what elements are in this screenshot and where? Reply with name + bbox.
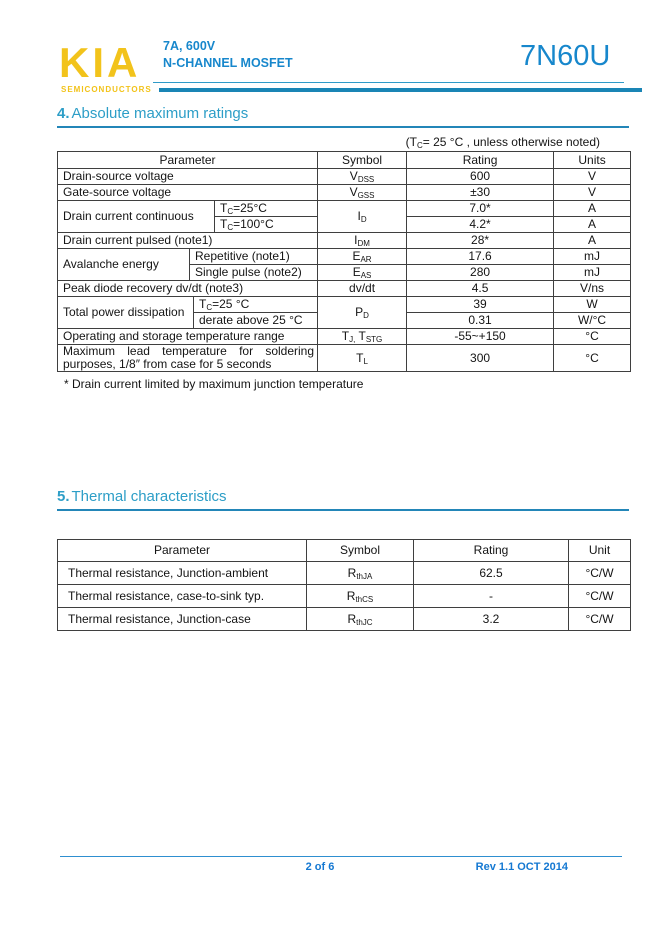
- table-cell: Thermal resistance, Junction-ambient: [58, 562, 307, 585]
- table-row: [58, 297, 631, 313]
- table-cell: ±30: [407, 185, 554, 201]
- table-row: [58, 201, 631, 217]
- table-cell: Thermal resistance, Junction-case: [58, 608, 307, 631]
- table-cell: $T_L$: [318, 345, 407, 372]
- device-title-block: [163, 38, 293, 72]
- table-cell: Avalanche energy: [58, 249, 190, 281]
- column-header: Symbol: [318, 152, 407, 169]
- table-cell: $R_{thJA}$: [307, 562, 414, 585]
- table-cell: Single pulse (note2): [190, 265, 318, 281]
- table-cell: $T_C=25$ °C: [194, 297, 318, 313]
- kia-logo: KIA: [59, 39, 141, 86]
- table-row: [58, 608, 631, 631]
- table-cell: V: [554, 169, 631, 185]
- table-cell: 600: [407, 169, 554, 185]
- revision-label: Rev 1.1 OCT 2014: [475, 861, 568, 873]
- table-header-row: [58, 540, 631, 562]
- device-type: N-CHANNEL MOSFET: [163, 56, 293, 70]
- table-cell: $E_{AR}$: [318, 249, 407, 265]
- table-cell: Total power dissipation: [58, 297, 194, 329]
- section-4-number: 4.: [57, 105, 70, 122]
- table-cell: $R_{thJC}$: [307, 608, 414, 631]
- table-cell: derate above 25 °C: [194, 313, 318, 329]
- table-cell: 17.6: [407, 249, 554, 265]
- column-header: Units: [554, 152, 631, 169]
- table-cell: Operating and storage temperature range: [58, 329, 318, 345]
- table-cell: A: [554, 233, 631, 249]
- column-header: Rating: [407, 152, 554, 169]
- kia-logo-subtext: SEMICONDUCTORS: [61, 85, 152, 94]
- device-rating: 7A, 600V: [163, 39, 216, 53]
- table-cell: mJ: [554, 249, 631, 265]
- table-cell: Drain-source voltage: [58, 169, 318, 185]
- table-cell: Peak diode recovery dv/dt (note3): [58, 281, 318, 297]
- table-cell: 4.2*: [407, 217, 554, 233]
- table-cell: 7.0*: [407, 201, 554, 217]
- table-cell: 3.2: [414, 608, 569, 631]
- table-cell: $E_{AS}$: [318, 265, 407, 281]
- column-header: Rating: [414, 540, 569, 562]
- table-cell: $V_{GSS}$: [318, 185, 407, 201]
- section-5-heading: [57, 488, 629, 511]
- table-cell: °C: [554, 329, 631, 345]
- table-cell: 62.5: [414, 562, 569, 585]
- table-row: [58, 585, 631, 608]
- table-cell: Thermal resistance, case-to-sink typ.: [58, 585, 307, 608]
- table-row: [58, 233, 631, 249]
- thermal-characteristics-table: [57, 539, 631, 631]
- table-cell: $P_D$: [318, 297, 407, 329]
- table-row: [58, 281, 631, 297]
- page-indicator: 2 of 6: [305, 861, 335, 873]
- table-cell: °C: [554, 345, 631, 372]
- table-cell: V: [554, 185, 631, 201]
- section-5-title: Thermal characteristics: [71, 488, 227, 505]
- table-cell: Drain current continuous: [58, 201, 215, 233]
- table-cell: Drain current pulsed (note1): [58, 233, 318, 249]
- table-cell: $R_{thCS}$: [307, 585, 414, 608]
- table-cell: 280: [407, 265, 554, 281]
- table-cell: °C/W: [569, 562, 631, 585]
- table-cell: $I_D$: [318, 201, 407, 233]
- table-cell: dv/dt: [318, 281, 407, 297]
- table-cell: °C/W: [569, 608, 631, 631]
- section-4-heading: [57, 105, 629, 128]
- condition-note: ($T_C= 25$ °C , unless otherwise noted): [405, 135, 600, 150]
- table-row: [58, 169, 631, 185]
- table-cell: W/°C: [554, 313, 631, 329]
- abs-max-footnote: * Drain current limited by maximum junction temperature: [64, 377, 364, 391]
- section-4-title: Absolute maximum ratings: [71, 105, 249, 122]
- table-cell: mJ: [554, 265, 631, 281]
- table-cell: 300: [407, 345, 554, 372]
- part-number: 7N60U: [520, 40, 611, 72]
- header-rule-thick: [159, 88, 642, 92]
- column-header: Parameter: [58, 152, 318, 169]
- table-cell: $T_{J,}$ $T_{STG}$: [318, 329, 407, 345]
- table-cell: $I_{DM}$: [318, 233, 407, 249]
- table-row: [58, 329, 631, 345]
- table-cell: $T_C=100^\circ C$: [215, 217, 318, 233]
- column-header: Parameter: [58, 540, 307, 562]
- footer-rule: [60, 856, 622, 857]
- table-row: [58, 249, 631, 265]
- table-cell: $T_C=25^\circ C$: [215, 201, 318, 217]
- column-header: Unit: [569, 540, 631, 562]
- absolute-maximum-ratings-table: [57, 151, 631, 372]
- table-header-row: [58, 152, 631, 169]
- table-cell: Gate-source voltage: [58, 185, 318, 201]
- table-cell: 39: [407, 297, 554, 313]
- table-cell: W: [554, 297, 631, 313]
- table-cell: Repetitive (note1): [190, 249, 318, 265]
- table-row: [58, 185, 631, 201]
- table-row: [58, 345, 631, 372]
- table-cell: A: [554, 201, 631, 217]
- table-cell: A: [554, 217, 631, 233]
- table-cell: 28*: [407, 233, 554, 249]
- table-row: [58, 562, 631, 585]
- table-cell: 0.31: [407, 313, 554, 329]
- table-cell: -55~+150: [407, 329, 554, 345]
- table-cell: 4.5: [407, 281, 554, 297]
- table-cell: -: [414, 585, 569, 608]
- table-cell: Maximum lead temperature for soldering purposes, 1/8″ from case for 5 seconds: [58, 345, 318, 372]
- table-cell: $V_{DSS}$: [318, 169, 407, 185]
- header-rule-thin: [153, 82, 624, 83]
- section-5-number: 5.: [57, 488, 70, 505]
- table-cell: V/ns: [554, 281, 631, 297]
- table-cell: °C/W: [569, 585, 631, 608]
- column-header: Symbol: [307, 540, 414, 562]
